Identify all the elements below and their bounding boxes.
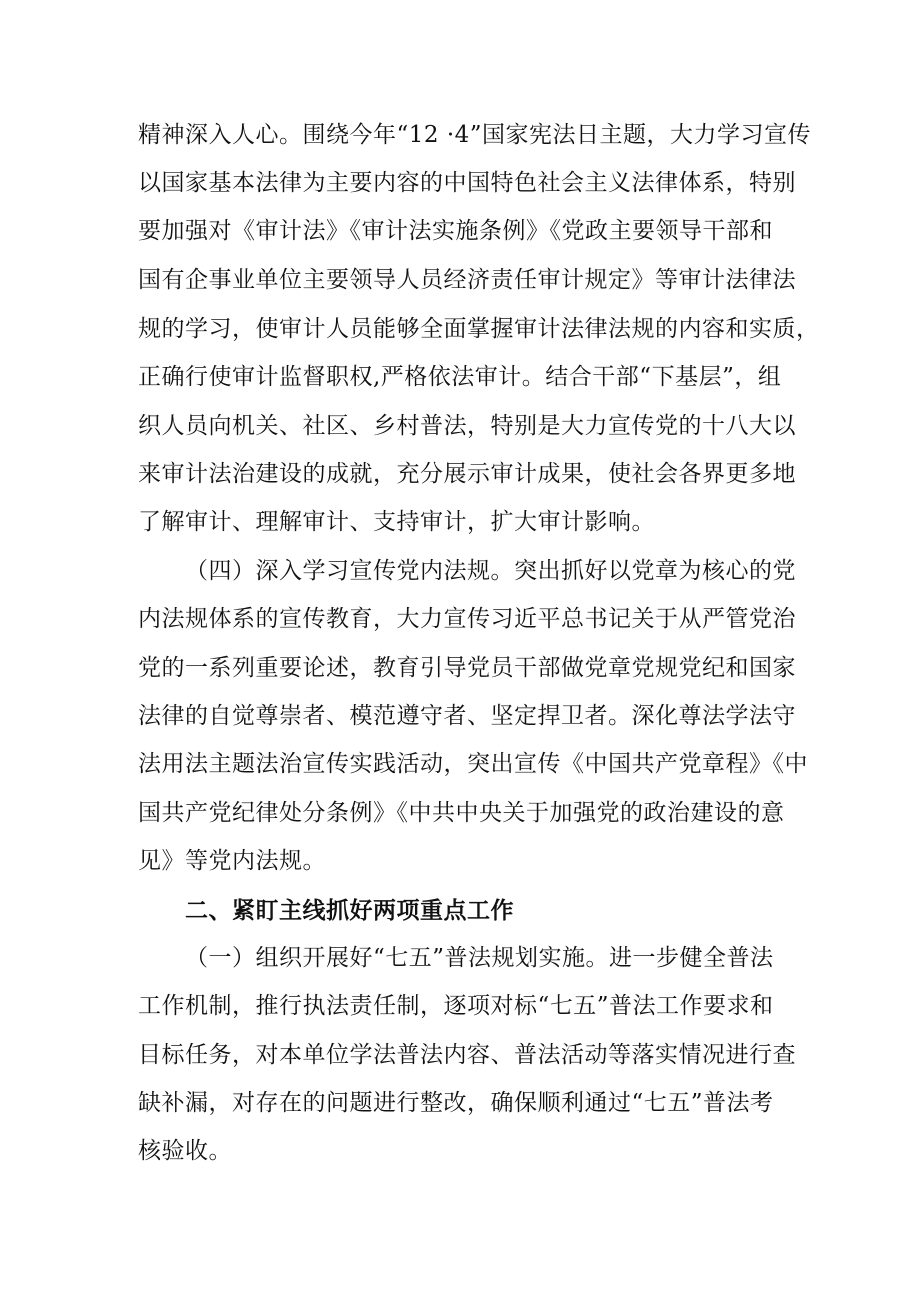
body-text-line: 法用法主题法治宣传实践活动，突出宣传《中国共产党章程》《中 <box>138 751 808 777</box>
body-text-line: 工作机制，推行执法责任制，逐项对标“七五”普法工作要求和 <box>138 993 774 1019</box>
section-heading: 二、紧盯主线抓好两项重点工作 <box>185 898 514 924</box>
body-text-line: 党的一系列重要论述，教育引导党员干部做党章党规党纪和国家 <box>138 655 796 681</box>
body-text-line: 规的学习，使审计人员能够全面掌握审计法律法规的内容和实质， <box>138 316 820 342</box>
body-text-line: 内法规体系的宣传教育，大力宣传习近平总书记关于从严管党治 <box>138 606 796 632</box>
body-text-line: 国共产党纪律处分条例》《中共中央关于加强党的政治建设的意 <box>138 800 785 826</box>
body-text-line: 织人员向机关、社区、乡村普法，特别是大力宣传党的十八大以 <box>138 413 796 439</box>
body-text-line: 国有企事业单位主要领导人员经济责任审计规定》等审计法律法 <box>138 267 796 293</box>
paragraph-first-line: （一）组织开展好“七五”普法规划实施。进一步健全普法 <box>185 945 774 971</box>
body-text-line: 法律的自觉尊崇者、模范遵守者、坚定捍卫者。深化尊法学法守 <box>138 703 796 729</box>
body-text-line: 见》等党内法规。 <box>138 848 326 874</box>
paragraph-first-line: （四）深入学习宣传党内法规。突出抓好以党章为核心的党 <box>185 558 796 584</box>
body-text-line: 核验收。 <box>138 1138 232 1164</box>
body-text-line: 精神深入人心。围绕今年“12 ·4”国家宪法日主题，大力学习宣传 <box>138 122 812 148</box>
body-text-line: 以国家基本法律为主要内容的中国特色社会主义法律体系，特别 <box>138 170 796 196</box>
body-text-line: 缺补漏，对存在的问题进行整改，确保顺利通过“七五”普法考 <box>138 1090 774 1116</box>
body-text-line: 来审计法治建设的成就，充分展示审计成果，使社会各界更多地 <box>138 461 796 487</box>
body-text-line: 要加强对《审计法》《审计法实施条例》《党政主要领导干部和 <box>138 218 773 244</box>
body-text-line: 了解审计、理解审计、支持审计，扩大审计影响。 <box>138 509 655 535</box>
body-text-line: 目标任务，对本单位学法普法内容、普法活动等落实情况进行查 <box>138 1042 796 1068</box>
body-text-line: 正确行使审计监督职权,严格依法审计。结合干部“下基层”，组 <box>138 364 782 390</box>
